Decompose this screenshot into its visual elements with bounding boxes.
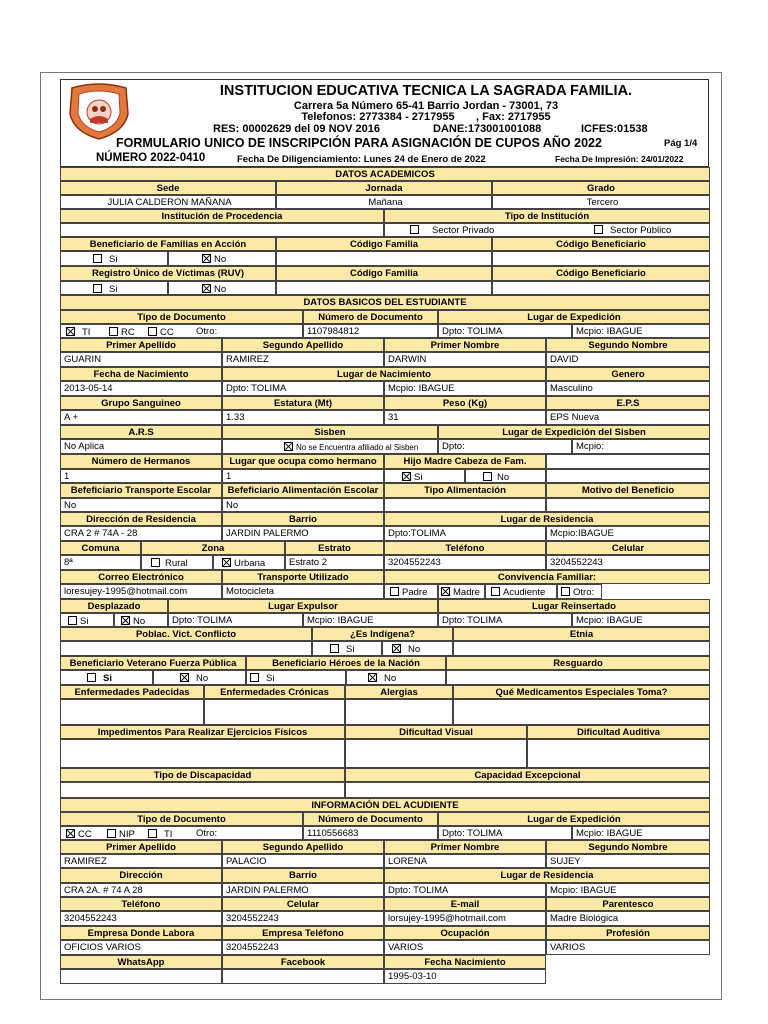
ti-option[interactable] — [66, 327, 90, 338]
g-facebook-value — [222, 969, 384, 984]
g-nip-checkbox[interactable] — [107, 829, 116, 838]
heroes-no-text: No — [384, 673, 397, 684]
heroes-si-checkbox[interactable] — [250, 673, 259, 682]
primer-apellido-label: Primer Apellido — [60, 338, 222, 352]
madre-checkbox[interactable] — [441, 587, 450, 596]
alergias-label: Alergias — [345, 685, 453, 699]
grado-label: Grado — [492, 181, 710, 195]
school-logo — [66, 82, 132, 140]
codigo-familia-label: Código Familia — [276, 237, 492, 251]
g-segundo-apellido-value: PALACIO — [222, 854, 384, 868]
lugar-exp-label: Lugar de Expedición — [438, 310, 710, 324]
desplazado-label: Desplazado — [60, 599, 168, 613]
grado-value: Tercero — [492, 195, 710, 209]
ruv-si-checkbox[interactable] — [93, 284, 102, 293]
rural-text: Rural — [165, 558, 188, 569]
rural-checkbox[interactable] — [151, 558, 160, 567]
heroes-label: Beneficiario Héroes de la Nación — [246, 656, 446, 670]
estrato-value: Estrato 2 — [285, 555, 384, 570]
medic-value — [453, 699, 710, 725]
familias-si-text: Si — [109, 254, 118, 265]
barrio-label: Barrio — [222, 512, 384, 526]
g-facebook-label: Facebook — [222, 955, 384, 969]
veterano-no-option[interactable] — [180, 673, 208, 684]
acudiente-checkbox[interactable] — [491, 587, 500, 596]
ruv-label: Registro Único de Víctimas (RUV) — [60, 266, 276, 281]
alim-label: Befeficiario Alimentación Escolar — [222, 483, 384, 498]
grupo-label: Grupo Sanguineo — [60, 396, 222, 410]
desplazado-no-text: No — [133, 616, 146, 627]
hijo-madre-no-option[interactable] — [483, 472, 509, 483]
dpto-sisben-value: Dpto: — [438, 439, 572, 454]
school-address: Carrera 5a Número 65-41 Barrio Jordan - 73001, 73 — [293, 100, 559, 112]
otro-text: Otro: — [196, 326, 218, 337]
ruv-codigo-benef-label: Código Beneficiario — [492, 266, 710, 281]
familias-si-option[interactable] — [93, 254, 117, 265]
motivo-label: Motivo del Beneficio — [546, 483, 710, 498]
hermanos-label: Número de Hermanos — [60, 454, 222, 469]
sede-value: JULIA CALDERON MAÑANA — [60, 195, 276, 209]
sector-privado-text: Sector Privado — [432, 225, 495, 236]
familias-no-checkbox[interactable] — [202, 254, 211, 263]
resguardo-value — [446, 670, 710, 685]
reinsertado-label: Lugar Reinsertado — [438, 599, 710, 613]
g-tipo-doc-label: Tipo de Documento — [60, 812, 303, 826]
tipo-inst-label: Tipo de Institución — [384, 209, 710, 223]
g-segundo-apellido-label: Segundo Apellido — [222, 840, 384, 854]
ruv-codigo-familia-label: Código Familia — [276, 266, 492, 281]
num-doc-label: Número de Documento — [303, 310, 438, 324]
mcpio-exp-value: Mcpio: IBAGUE — [572, 324, 710, 338]
genero-label: Genero — [546, 367, 710, 381]
g-direccion-value: CRA 2A. # 74 A 28 — [60, 883, 222, 897]
section-guardian-title: INFORMACIÓN DEL ACUDIENTE — [60, 798, 710, 812]
discap-label: Tipo de Discapacidad — [60, 768, 345, 782]
sisben-text: No se Encuentra afiliado al Sisben — [296, 443, 419, 452]
zona-label: Zona — [141, 541, 285, 555]
tipo-alim-label: Tipo Alimentación — [384, 483, 546, 498]
imped-label: Impedimentos Para Realizar Ejercicios Físicos — [60, 725, 345, 739]
correo-label: Correo Electrónico — [60, 570, 222, 584]
codigo-benef-label: Código Beneficiario — [492, 237, 710, 251]
g-ti-option[interactable] — [148, 829, 172, 840]
g-celular-value: 3204552243 — [222, 911, 384, 926]
cc-checkbox[interactable] — [148, 327, 157, 336]
etnia-value — [453, 641, 710, 656]
desplazado-si-text: Si — [80, 616, 89, 627]
fill-date: Fecha De Diligenciamiento: Lunes 24 de Enero de 2022 — [237, 154, 486, 165]
mcpio-nac-value: Mcpio: IBAGUE — [384, 381, 546, 396]
indigena-si-option[interactable] — [330, 644, 354, 655]
jornada-value: Mañana — [276, 195, 492, 209]
form-title: FORMULARIO UNICO DE INSCRIPCIÓN PARA ASIGNACIÓN DE CUPOS AÑO 2022 — [116, 136, 602, 150]
hijo-madre-si-checkbox[interactable] — [402, 472, 411, 481]
g-cc-option[interactable] — [66, 829, 92, 840]
g-whatsapp-value — [60, 969, 222, 984]
section-student-title: DATOS BASICOS DEL ESTUDIANTE — [60, 295, 710, 310]
dif-visual-value — [345, 739, 527, 768]
dane-code: DANE:173001001088 — [433, 123, 542, 135]
celular-value: 3204552243 — [546, 555, 710, 570]
genero-value: Masculino — [546, 381, 710, 396]
school-phones: Telefonos: 2773384 - 2717955 , Fax: 2717955 — [301, 111, 551, 123]
familias-label: Beneficiario de Familias en Acción — [60, 237, 276, 251]
hijo-madre-label: Hijo Madre Cabeza de Fam. — [384, 454, 546, 469]
indigena-no-text: No — [408, 644, 421, 655]
blank-cell-1 — [546, 454, 710, 469]
form-number: NÚMERO 2022-0410 — [96, 152, 206, 164]
padre-checkbox[interactable] — [390, 587, 399, 596]
peso-label: Peso (Kg) — [384, 396, 546, 410]
primer-nombre-value: DARWIN — [384, 352, 546, 367]
urbana-checkbox[interactable] — [222, 558, 231, 567]
estrato-label: Estrato — [285, 541, 384, 555]
heroes-no-option[interactable] — [368, 673, 396, 684]
cc-option[interactable] — [148, 327, 174, 338]
desplazado-si-option[interactable] — [68, 616, 88, 627]
g-primer-apellido-label: Primer Apellido — [60, 840, 222, 854]
g-telefono-value: 3204552243 — [60, 911, 222, 926]
g-primer-apellido-value: RAMIREZ — [60, 854, 222, 868]
otro-conv-text: Otro: — [573, 587, 595, 598]
g-ti-checkbox[interactable] — [148, 829, 157, 838]
indigena-label: ¿Es Indígena? — [312, 627, 453, 641]
peso-value: 31 — [384, 410, 546, 425]
eps-label: E.P.S — [546, 396, 710, 410]
hermanos-value: 1 — [60, 469, 222, 483]
g-mcpio-exp-value: Mcpio: IBAGUE — [572, 826, 710, 840]
segundo-nombre-label: Segundo Nombre — [546, 338, 710, 352]
padre-text: Padre — [402, 587, 428, 598]
codigo-familia-value — [276, 251, 492, 266]
familias-si-checkbox[interactable] — [93, 254, 102, 263]
indigena-no-option[interactable] — [392, 644, 420, 655]
sector-publico-checkbox[interactable] — [594, 225, 603, 234]
direccion-label: Dirección de Residencia — [60, 512, 222, 526]
g-barrio-value: JARDIN PALERMO — [222, 883, 384, 897]
motivo-value — [546, 498, 710, 512]
lugar-nac-label: Lugar de Nacimiento — [222, 367, 546, 381]
segundo-apellido-label: Segundo Apellido — [222, 338, 384, 352]
dpto-reinsertado-value: Dpto: TOLIMA — [438, 613, 572, 627]
hijo-madre-no-text: No — [497, 472, 510, 483]
ars-value: No Aplica — [60, 439, 222, 454]
heroes-no-checkbox[interactable] — [368, 673, 377, 682]
lugar-hermano-label: Lugar que ocupa como hermano — [222, 454, 384, 469]
mcpio-res-value: Mcpio:IBAGUE — [546, 526, 710, 541]
g-primer-nombre-label: Primer Nombre — [384, 840, 546, 854]
g-mcpio-res-value: Mcpio: IBAGUE — [546, 883, 710, 897]
ruv-codigo-familia-value — [276, 281, 492, 295]
g-dpto-exp-value: Dpto: TOLIMA — [438, 826, 572, 840]
jornada-label: Jornada — [276, 181, 492, 195]
cc-text: CC — [160, 327, 174, 338]
dif-auditiva-value — [527, 739, 710, 768]
sector-publico-text: Sector Público — [610, 225, 672, 236]
print-date: Fecha De Impresión: 24/01/2022 — [555, 154, 684, 164]
alim-value: No — [222, 498, 384, 512]
g-num-doc-label: Número de Documento — [303, 812, 438, 826]
g-direccion-label: Dirección — [60, 868, 222, 883]
dpto-exp-value: Dpto: TOLIMA — [438, 324, 572, 338]
hijo-madre-si-option[interactable] — [402, 472, 422, 483]
g-ocupacion-value: VARIOS — [384, 940, 546, 955]
indigena-si-checkbox[interactable] — [330, 644, 339, 653]
veterano-no-checkbox[interactable] — [180, 673, 189, 682]
medic-label: Qué Medicamentos Especiales Toma? — [453, 685, 710, 699]
enf-pad-value — [60, 699, 204, 725]
eps-value: EPS Nueva — [546, 410, 710, 425]
comuna-value: 8ª — [60, 555, 141, 570]
transp-value: No — [60, 498, 222, 512]
g-otro-text: Otro: — [196, 828, 218, 839]
victima-label: Poblac. Vict. Conflicto — [60, 627, 312, 641]
madre-text: Madre — [453, 587, 480, 598]
g-parentesco-label: Parentesco — [546, 897, 710, 911]
convivencia-label: Convivencia Familiar: — [384, 570, 710, 584]
g-email-label: E-mail — [384, 897, 546, 911]
cap-exc-value — [345, 782, 710, 798]
g-ti-text: TI — [164, 829, 173, 840]
rc-checkbox[interactable] — [109, 327, 118, 336]
hijo-madre-no-checkbox[interactable] — [483, 472, 492, 481]
dpto-nac-value: Dpto: TOLIMA — [222, 381, 384, 396]
g-cc-checkbox[interactable] — [66, 829, 75, 838]
expulsor-label: Lugar Expulsor — [168, 599, 438, 613]
sisben-checkbox[interactable] — [284, 442, 293, 451]
g-email-value: lorsujey-1995@hotmail.com — [384, 911, 546, 926]
familias-no-option[interactable] — [202, 254, 226, 265]
urbana-text: Urbana — [234, 558, 266, 569]
mcpio-expulsor-value: Mcpio: IBAGUE — [303, 613, 438, 627]
segundo-apellido-value: RAMIREZ — [222, 352, 384, 367]
g-profesion-value: VARIOS — [546, 940, 710, 955]
mcpio-reinsertado-value: Mcpio: IBAGUE — [572, 613, 710, 627]
tipo-doc-label: Tipo de Documento — [60, 310, 303, 324]
victima-value — [60, 641, 312, 656]
g-segundo-nombre-value: SUJEY — [546, 854, 710, 868]
padre-option[interactable] — [390, 587, 427, 598]
direccion-value: CRA 2 # 74A - 28 — [60, 526, 222, 541]
inst-proc-label: Institución de Procedencia — [60, 209, 384, 223]
correo-value: loresujey-1995@hotmail.com — [60, 584, 222, 599]
segundo-nombre-value: DAVID — [546, 352, 710, 367]
dif-visual-label: Dificultad Visual — [345, 725, 527, 739]
lugar-sisben-label: Lugar de Expedición del Sisben — [438, 425, 710, 439]
grupo-value: A + — [60, 410, 222, 425]
indigena-no-checkbox[interactable] — [392, 644, 401, 653]
veterano-no-text: No — [196, 673, 209, 684]
comuna-label: Comuna — [60, 541, 141, 555]
g-empresa-tel-label: Empresa Teléfono — [222, 926, 384, 940]
sisben-label: Sisben — [222, 425, 438, 439]
etnia-label: Etnia — [453, 627, 710, 641]
transporte-value: Motocicleta — [222, 584, 384, 599]
g-whatsapp-label: WhatsApp — [60, 955, 222, 969]
g-celular-label: Celular — [222, 897, 384, 911]
urbana-option[interactable] — [222, 558, 265, 569]
sector-publico-option[interactable] — [594, 225, 671, 236]
sector-privado-checkbox[interactable] — [410, 225, 419, 234]
veterano-si-text: Si — [103, 673, 112, 684]
codigo-benef-value — [492, 251, 710, 266]
ruv-codigo-benef-value — [492, 281, 710, 295]
alergias-value — [345, 699, 453, 725]
g-tipo-doc-value — [60, 826, 303, 840]
dif-auditiva-label: Dificultad Auditiva — [527, 725, 710, 739]
imped-value — [60, 739, 345, 768]
otro-conv-checkbox[interactable] — [561, 587, 570, 596]
g-fecha-nac-label: Fecha Nacimiento — [384, 955, 546, 969]
school-name: INSTITUCION EDUCATIVA TECNICA LA SAGRADA FAMILIA. — [219, 83, 633, 99]
g-ocupacion-label: Ocupación — [384, 926, 546, 940]
enf-cron-value — [204, 699, 345, 725]
celular-label: Celular — [546, 541, 710, 555]
familias-no-text: No — [214, 254, 227, 265]
veterano-si-checkbox[interactable] — [87, 673, 96, 682]
cap-exc-label: Capacidad Excepcional — [345, 768, 710, 782]
estatura-value: 1.33 — [222, 410, 384, 425]
resolution: RES: 00002629 del 09 NOV 2016 — [213, 123, 380, 135]
ruv-no-checkbox[interactable] — [202, 284, 211, 293]
g-barrio-label: Barrio — [222, 868, 384, 883]
inst-proc-value — [60, 223, 384, 237]
sector-privado-option[interactable] — [410, 225, 494, 236]
g-dpto-res-value: Dpto: TOLIMA — [384, 883, 546, 897]
g-fecha-nac-value: 1995-03-10 — [384, 969, 546, 984]
g-nip-option[interactable] — [107, 829, 135, 840]
lugar-hermano-value: 1 — [222, 469, 384, 483]
ruv-no-text: No — [214, 284, 227, 295]
g-profesion-label: Profesión — [546, 926, 710, 940]
telefono-value: 3204552243 — [384, 555, 546, 570]
veterano-label: Beneficiario Veterano Fuerza Pública — [60, 656, 246, 670]
sede-label: Sede — [60, 181, 276, 195]
dpto-res-value: Dpto:TOLIMA — [384, 526, 546, 541]
page-number: Pág 1/4 — [664, 138, 698, 149]
rural-option[interactable] — [151, 558, 188, 569]
g-primer-nombre-value: LORENA — [384, 854, 546, 868]
desplazado-no-option[interactable] — [121, 616, 145, 627]
hijo-madre-si-cell — [384, 469, 465, 483]
g-empresa-value: OFICIOS VARIOS — [60, 940, 222, 955]
barrio-value: JARDIN PALERMO — [222, 526, 384, 541]
ruv-si-option[interactable] — [93, 284, 117, 295]
dpto-expulsor-value: Dpto: TOLIMA — [168, 613, 303, 627]
desplazado-no-checkbox[interactable] — [121, 616, 130, 625]
transporte-label: Transporte Utilizado — [222, 570, 384, 584]
g-parentesco-value: Madre Biológica — [546, 911, 710, 926]
ti-checkbox[interactable] — [66, 327, 75, 336]
ti-text: TI — [82, 327, 91, 338]
veterano-si-option[interactable] — [87, 673, 112, 684]
enf-pad-label: Enfermedades Padecidas — [60, 685, 204, 699]
desplazado-si-checkbox[interactable] — [68, 616, 77, 625]
heroes-si-option[interactable] — [250, 673, 274, 684]
rc-option[interactable] — [109, 327, 135, 338]
lugar-res-label: Lugar de Residencia — [384, 512, 710, 526]
ruv-si-text: Si — [109, 284, 118, 295]
sisben-option[interactable] — [284, 442, 418, 452]
heroes-si-text: Si — [266, 673, 275, 684]
madre-option[interactable] — [441, 587, 480, 598]
num-doc-value: 1107984812 — [303, 324, 438, 338]
fecha-nac-value: 2013-05-14 — [60, 381, 222, 396]
rc-text: RC — [121, 327, 135, 338]
resguardo-label: Resguardo — [446, 656, 710, 670]
g-telefono-label: Teléfono — [60, 897, 222, 911]
discap-value — [60, 782, 345, 798]
ruv-no-option[interactable] — [202, 284, 226, 295]
icfes-code: ICFES:01538 — [581, 123, 648, 135]
acudiente-text: Acudiente — [503, 587, 546, 598]
tipo-alim-value — [384, 498, 546, 512]
g-lugar-res-label: Lugar de Residencia — [384, 868, 710, 883]
tipo-doc-value — [60, 324, 303, 338]
blank-cell-2 — [546, 469, 710, 483]
g-cc-text: CC — [78, 829, 92, 840]
primer-nombre-label: Primer Nombre — [384, 338, 546, 352]
enf-cron-label: Enfermedades Crónicas — [204, 685, 345, 699]
estatura-label: Estatura (Mt) — [222, 396, 384, 410]
acudiente-option[interactable] — [491, 587, 545, 598]
fecha-nac-label: Fecha de Nacimiento — [60, 367, 222, 381]
g-segundo-nombre-label: Segundo Nombre — [546, 840, 710, 854]
telefono-label: Teléfono — [384, 541, 546, 555]
mcpio-sisben-value: Mcpio: — [572, 439, 710, 454]
transp-label: Befeficiario Transporte Escolar — [60, 483, 222, 498]
g-nip-text: NIP — [119, 829, 135, 840]
g-num-doc-value: 1110556683 — [303, 826, 438, 840]
ars-label: A.R.S — [60, 425, 222, 439]
g-lugar-exp-label: Lugar de Expedición — [438, 812, 710, 826]
g-empresa-label: Empresa Donde Labora — [60, 926, 222, 940]
otro-conv-option[interactable] — [561, 587, 594, 598]
primer-apellido-value: GUARIN — [60, 352, 222, 367]
hijo-madre-si-text: Si — [414, 472, 423, 483]
indigena-si-text: Si — [346, 644, 355, 655]
section-academic-title: DATOS ACADEMICOS — [60, 167, 710, 181]
g-empresa-tel-value: 3204552243 — [222, 940, 384, 955]
